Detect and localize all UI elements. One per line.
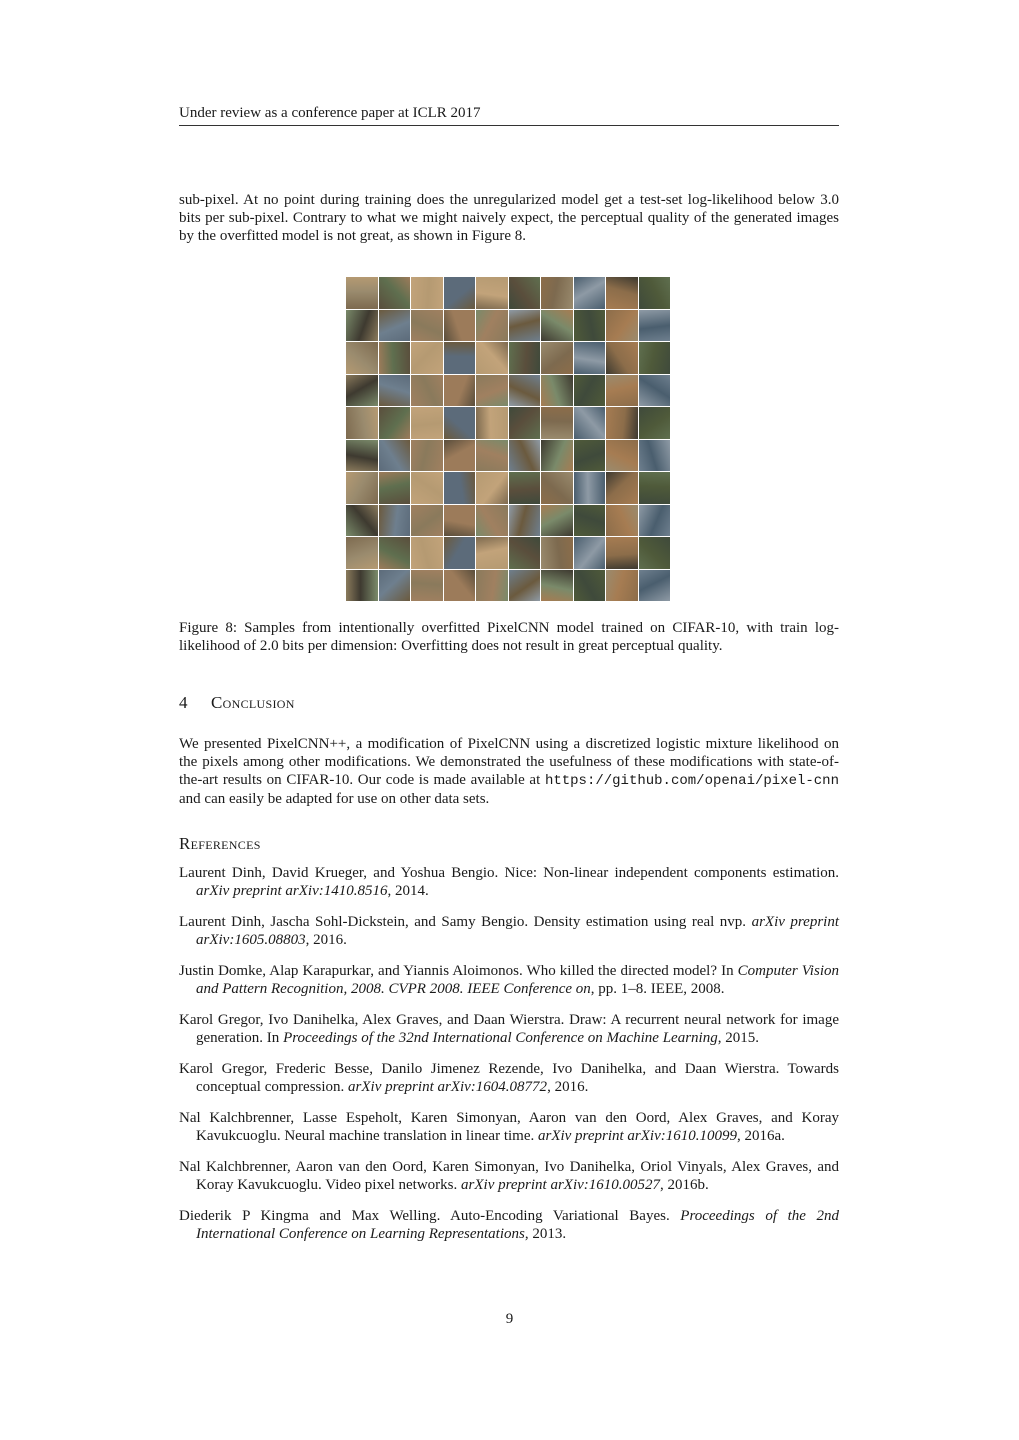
reference-authors-title: Diederik P Kingma and Max Welling. Auto-Encoding Variational Bayes. xyxy=(179,1208,681,1224)
sample-image-tile xyxy=(574,537,606,569)
sample-image-tile xyxy=(444,407,476,439)
references-list xyxy=(179,864,839,1256)
reference-venue: arXiv preprint arXiv:1610.00527 xyxy=(461,1177,661,1193)
reference-venue: Proceedings of the 32nd International Conference on Machine Learning xyxy=(283,1030,718,1046)
sample-image-tile xyxy=(444,537,476,569)
sample-image-tile xyxy=(346,310,378,342)
reference-entry xyxy=(179,962,839,998)
figure-caption: Figure 8: Samples from intentionally overfitted PixelCNN model trained on CIFAR-10, with train log-likelihood of 2.0 bits per dimension: Overfitting does not result in great perceptual quality. xyxy=(179,620,839,654)
conclusion-paragraph xyxy=(179,735,839,808)
sample-image-tile xyxy=(379,505,411,537)
sample-image-tile xyxy=(346,277,378,309)
sample-image-tile xyxy=(379,570,411,602)
sample-image-tile xyxy=(509,277,541,309)
code-url[interactable]: https://github.com/openai/pixel-cnn xyxy=(544,773,839,789)
sample-image-tile xyxy=(639,505,671,537)
sample-image-tile xyxy=(379,310,411,342)
sample-image-tile xyxy=(541,472,573,504)
reference-entry xyxy=(179,1207,839,1243)
sample-image-tile xyxy=(444,277,476,309)
sample-image-tile xyxy=(444,342,476,374)
sample-image-tile xyxy=(509,342,541,374)
sample-image-tile xyxy=(379,472,411,504)
intro-paragraph: sub-pixel. At no point during training does the unregularized model get a test-set log-likelihood below 3.0 bits per sub-pixel. Contrary to what we might naively expect, the perceptual quality of the generated images by the overfitted model is not great, as shown in Figure 8. xyxy=(179,192,839,244)
sample-image-tile xyxy=(639,375,671,407)
sample-image-tile xyxy=(509,505,541,537)
sample-image-tile xyxy=(509,440,541,472)
sample-image-tile xyxy=(476,375,508,407)
reference-venue: arXiv preprint arXiv:1605.08803 xyxy=(196,914,839,948)
sample-image-tile xyxy=(444,375,476,407)
conclusion-text-before: We presented PixelCNN++, a modification of PixelCNN using a discretized logistic mixture likelihood on the pixels among other modifications. We demonstrated the usefulness of these modifications with state-of-the-art results on CIFAR-10. Our code is made available at xyxy=(179,736,839,788)
sample-image-tile xyxy=(541,342,573,374)
section-heading-conclusion xyxy=(179,693,295,713)
sample-image-tile xyxy=(606,375,638,407)
references-heading: References xyxy=(179,834,261,853)
running-header: Under review as a conference paper at ICLR 2017 xyxy=(179,104,839,126)
sample-image-tile xyxy=(476,537,508,569)
sample-image-tile xyxy=(509,472,541,504)
sample-image-tile xyxy=(606,472,638,504)
sample-image-tile xyxy=(509,375,541,407)
sample-image-tile xyxy=(476,570,508,602)
sample-image-tile xyxy=(379,440,411,472)
sample-image-tile xyxy=(574,375,606,407)
reference-entry xyxy=(179,1158,839,1194)
figure-8-sample-grid xyxy=(346,277,670,601)
sample-image-tile xyxy=(574,310,606,342)
sample-image-tile xyxy=(411,342,443,374)
reference-entry xyxy=(179,1109,839,1145)
sample-image-tile xyxy=(346,342,378,374)
reference-authors-title: Karol Gregor, Frederic Besse, Danilo Jimenez Rezende, Ivo Danihelka, and Daan Wierstra. Towards conceptual compression. xyxy=(179,1061,839,1095)
sample-image-tile xyxy=(379,342,411,374)
reference-authors-title: Justin Domke, Alap Karapurkar, and Yiannis Aloimonos. Who killed the directed model? In xyxy=(179,963,738,979)
sample-image-tile xyxy=(476,440,508,472)
sample-image-tile xyxy=(606,342,638,374)
page-number: 9 xyxy=(505,1311,514,1327)
section-number: 4 xyxy=(179,693,188,712)
reference-tail: , 2013. xyxy=(524,1226,567,1242)
reference-tail: , 2014. xyxy=(387,883,429,899)
sample-image-tile xyxy=(606,277,638,309)
reference-entry xyxy=(179,1011,839,1047)
sample-image-tile xyxy=(444,440,476,472)
sample-image-tile xyxy=(379,375,411,407)
reference-venue: arXiv preprint arXiv:1410.8516 xyxy=(196,883,388,899)
sample-image-tile xyxy=(541,505,573,537)
reference-tail: , pp. 1–8. IEEE, 2008. xyxy=(590,981,725,997)
reference-authors-title: Nal Kalchbrenner, Lasse Espeholt, Karen Simonyan, Aaron van den Oord, Alex Graves, and Koray Kavukcuoglu. Neural machine translation in linear time. xyxy=(179,1110,839,1144)
sample-image-tile xyxy=(476,505,508,537)
sample-image-tile xyxy=(606,407,638,439)
sample-image-tile xyxy=(639,310,671,342)
reference-authors-title: Laurent Dinh, David Krueger, and Yoshua Bengio. Nice: Non-linear independent components estimation. xyxy=(179,865,839,881)
reference-venue: arXiv preprint arXiv:1604.08772 xyxy=(348,1079,548,1095)
sample-image-tile xyxy=(411,505,443,537)
sample-image-tile xyxy=(606,570,638,602)
sample-image-tile xyxy=(574,570,606,602)
sample-image-tile xyxy=(574,277,606,309)
sample-image-tile xyxy=(346,407,378,439)
reference-authors-title: Laurent Dinh, Jascha Sohl-Dickstein, and Samy Bengio. Density estimation using real nvp. xyxy=(179,914,752,930)
sample-image-tile xyxy=(444,310,476,342)
sample-image-tile xyxy=(476,342,508,374)
sample-image-tile xyxy=(606,505,638,537)
sample-image-tile xyxy=(346,537,378,569)
sample-image-tile xyxy=(444,472,476,504)
sample-image-tile xyxy=(444,570,476,602)
sample-image-tile xyxy=(509,407,541,439)
reference-tail: , 2016a. xyxy=(737,1128,785,1144)
reference-tail: , 2016b. xyxy=(660,1177,709,1193)
sample-image-tile xyxy=(476,472,508,504)
reference-venue: Proceedings of the 2nd International Conference on Learning Representations xyxy=(196,1208,839,1242)
sample-image-tile xyxy=(509,310,541,342)
sample-image-tile xyxy=(639,407,671,439)
sample-image-tile xyxy=(346,570,378,602)
reference-entry xyxy=(179,1060,839,1096)
sample-image-tile xyxy=(639,342,671,374)
conclusion-text-after: and can easily be adapted for use on other data sets. xyxy=(179,791,490,807)
sample-image-tile xyxy=(639,440,671,472)
sample-image-tile xyxy=(476,407,508,439)
sample-image-tile xyxy=(541,440,573,472)
sample-image-tile xyxy=(411,277,443,309)
sample-image-tile xyxy=(509,570,541,602)
sample-image-tile xyxy=(346,375,378,407)
sample-image-tile xyxy=(541,375,573,407)
sample-image-tile xyxy=(541,537,573,569)
reference-venue: Computer Vision and Pattern Recognition, 2008. CVPR 2008. IEEE Conference on xyxy=(196,963,839,997)
reference-authors-title: Karol Gregor, Ivo Danihelka, Alex Graves, and Daan Wierstra. Draw: A recurrent neural network for image generation. In xyxy=(179,1012,839,1046)
section-title: Conclusion xyxy=(211,693,295,712)
reference-venue: arXiv preprint arXiv:1610.10099 xyxy=(537,1128,737,1144)
sample-image-tile xyxy=(541,310,573,342)
sample-image-tile xyxy=(574,440,606,472)
sample-image-tile xyxy=(574,342,606,374)
sample-image-tile xyxy=(639,472,671,504)
sample-image-tile xyxy=(346,440,378,472)
sample-image-tile xyxy=(379,407,411,439)
sample-image-tile xyxy=(639,537,671,569)
sample-image-tile xyxy=(411,570,443,602)
sample-image-tile xyxy=(411,375,443,407)
sample-image-tile xyxy=(606,537,638,569)
sample-image-tile xyxy=(346,472,378,504)
reference-tail: , 2016. xyxy=(547,1079,589,1095)
reference-entry xyxy=(179,864,839,900)
sample-image-tile xyxy=(444,505,476,537)
sample-image-tile xyxy=(411,472,443,504)
sample-image-tile xyxy=(411,537,443,569)
sample-image-tile xyxy=(411,440,443,472)
sample-image-tile xyxy=(476,277,508,309)
sample-image-tile xyxy=(574,505,606,537)
reference-authors-title: Nal Kalchbrenner, Aaron van den Oord, Karen Simonyan, Ivo Danihelka, Oriol Vinyals, Alex Graves, and Koray Kavukcuoglu. Video pixel networks. xyxy=(179,1159,839,1193)
reference-tail: , 2016. xyxy=(305,932,347,948)
sample-image-tile xyxy=(411,310,443,342)
sample-image-tile xyxy=(574,407,606,439)
sample-image-tile xyxy=(606,310,638,342)
sample-image-tile xyxy=(639,570,671,602)
reference-tail: , 2015. xyxy=(717,1030,759,1046)
sample-image-tile xyxy=(379,537,411,569)
sample-image-tile xyxy=(541,570,573,602)
sample-image-tile xyxy=(606,440,638,472)
sample-image-tile xyxy=(379,277,411,309)
sample-image-tile xyxy=(639,277,671,309)
sample-image-tile xyxy=(541,277,573,309)
sample-image-tile xyxy=(509,537,541,569)
sample-image-tile xyxy=(574,472,606,504)
sample-image-tile xyxy=(541,407,573,439)
sample-image-tile xyxy=(346,505,378,537)
reference-entry xyxy=(179,913,839,949)
sample-image-tile xyxy=(411,407,443,439)
sample-image-tile xyxy=(476,310,508,342)
